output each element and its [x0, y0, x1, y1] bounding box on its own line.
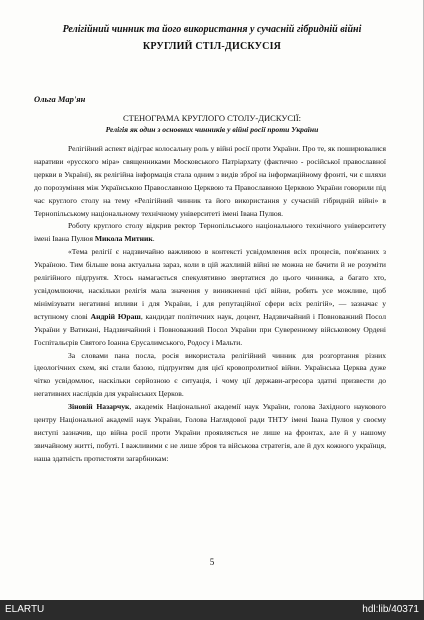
- footer-handle-label: hdl:lib/40371: [362, 604, 419, 615]
- paragraph-1: Релігійний аспект відіграє колосальну роль у війні росії проти України. Про те, як поширювалися наративи «русского міра» священниками Московського Патріархату (фактично - російської православної церкви в Україні), як релігійна інформація стала одним з видів зброї на інформаційному фронті, чи є шляхи до порозуміння між Українською Православною Церквою та Православною Церквою України говорили під час круглого столу на тему «Релігійний чинник та його використання у сучасній гібридній війні» в Тернопільському національному технічному університеті імені Івана Пулюя.: [34, 144, 386, 218]
- footer-bar: [0, 600, 424, 620]
- paragraph-2-end: .: [152, 234, 155, 244]
- document-header-subtitle: КРУГЛИЙ СТІЛ-ДИСКУСІЯ: [142, 41, 282, 52]
- paragraph-2-text: Роботу круглого столу відкрив ректор Тернопільського національного технічного університету імені Івана Пулюя: [34, 221, 386, 244]
- paragraph-4: За словами пана посла, росія використала релігійний чинник для розгортання різних ідеологічних схем, які стали базою, підґрунтям для цієї кровопролитної війни. Українська Церква дуже чітко усвідомлює, наскільки серйозною є ситуація, і чому ції держави-агресора здатні призвести до негативних наслідків для українських Церков.: [34, 350, 386, 399]
- author-name: Ольга Мар'ян: [34, 94, 86, 104]
- article-body: [34, 143, 386, 466]
- paragraph-3-text-b: , кандидат політичних наук, доцент, Надзвичайний і Повноважний Посол України у Ватикані, Надзвичайний і Повноважний Посол України при Суверенному військовому Ордені Госпітальєрів Святого Іоанна Єрусалимського, Родосу і Мальти.: [34, 311, 386, 347]
- paragraph-2: [34, 220, 386, 246]
- paragraph-5-name: Зіновій Назарчук: [68, 402, 130, 412]
- paragraph-3: [34, 246, 386, 349]
- footer-repository-label: ELARTU: [5, 604, 45, 615]
- transcript-subtitle: Релігія як один з основних чинників у війні росії проти України: [105, 125, 319, 134]
- transcript-title: СТЕНОГРАМА КРУГЛОГО СТОЛУ-ДИСКУСІЇ:: [122, 113, 302, 123]
- paragraph-5: [34, 401, 386, 466]
- paragraph-3-name: Андрій Юраш: [90, 311, 141, 321]
- document-header-title: Релігійний чинник та його використання у сучасній гібридній війні: [62, 24, 362, 35]
- paragraph-2-name: Микола Митник: [94, 234, 153, 244]
- page-number: 5: [209, 557, 215, 567]
- paragraph-3-text-a: «Тема релігії є надзвичайно важливою в контексті усвідомлення всіх процесів, пов'язаних з Україною. Тим більше вона актуальна зараз, коли в цій жахливій війні не можна не бачити й не розуміти релігійного підґрунтя. Хтось намагається спекулятивно звертатися до цього чинника, а багато хто, усвідомлюючи, наскільки релігія мала значення у виникненні цієї війни, робить усе можливе, щоб мінімізувати негативні впливи і для України, і для репутаційної сфери всіх релігій», — зазначає у вступному слові: [34, 247, 386, 321]
- paragraph-5-text: , академік Національної академії наук України, голова Західного наукового центру Національної академії наук України, Голова Наглядової ради ТНТУ імені Івана Пулюя у своєму виступі зазначив, що війна росії проти України проявляється не лише на фронтах, але й у нашому звичайному житті, побуті. І важливими є не лише зброя та військова стратегія, але й дух кожного українця, наша здатність протистояти загарбникам:: [34, 402, 386, 463]
